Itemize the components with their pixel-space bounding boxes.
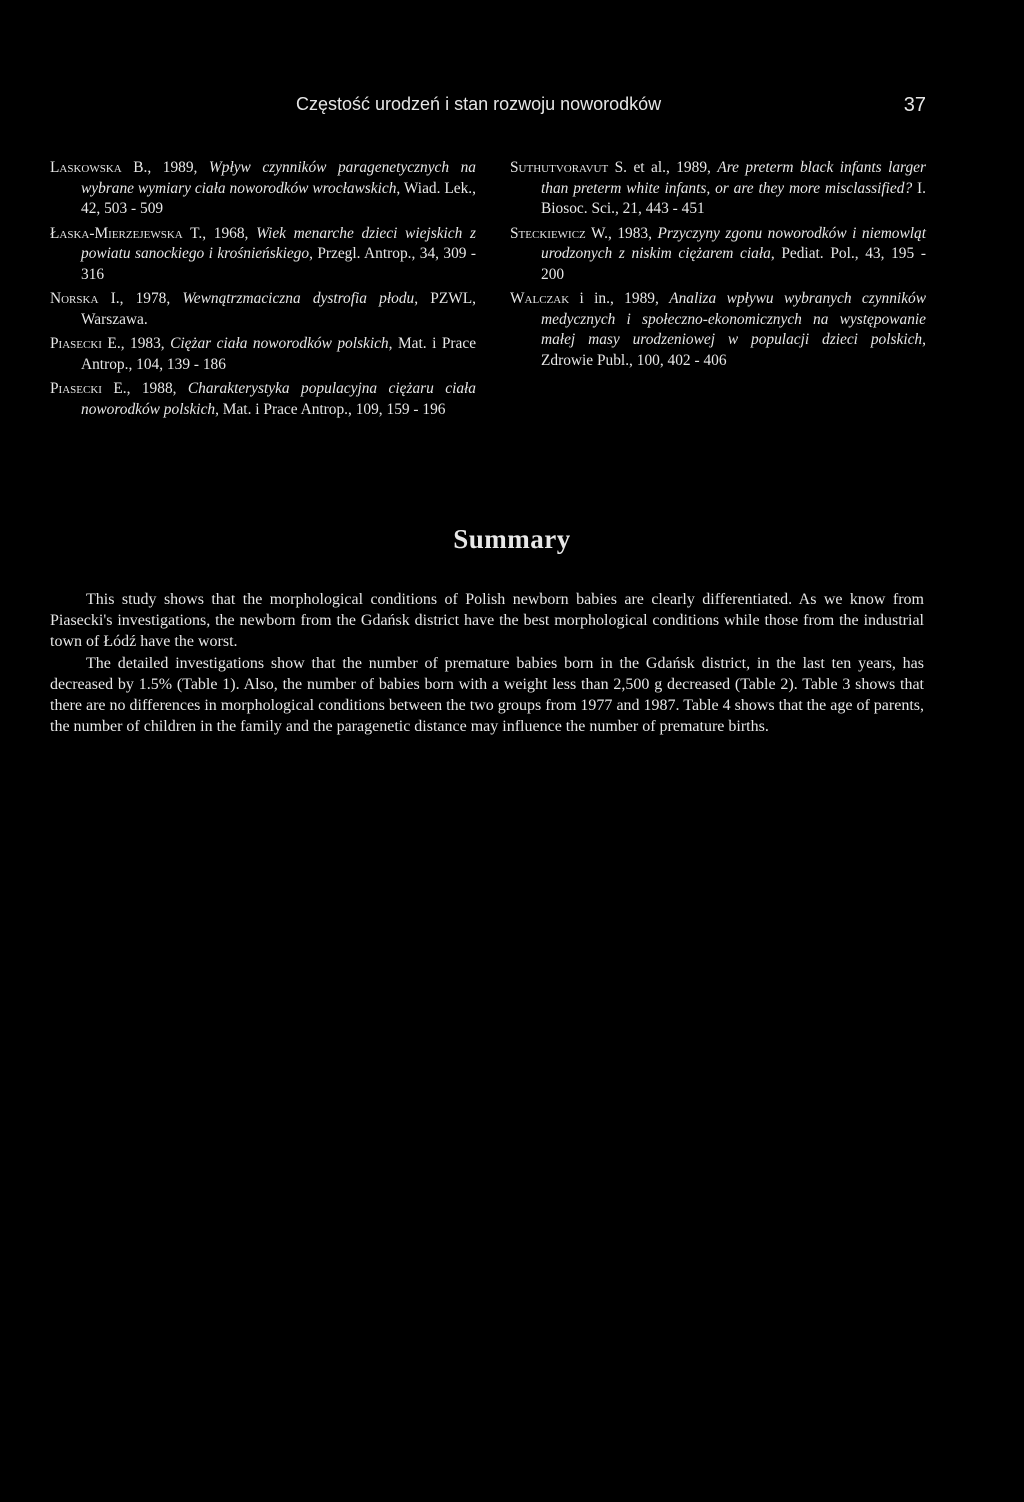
- reference-entry: [50, 379, 476, 420]
- reference-entry: [510, 158, 926, 220]
- reference-title: Wewnątrzmaciczna dystrofia płodu: [182, 290, 415, 307]
- reference-entry: [50, 224, 476, 286]
- reference-source: , PZWL, Warszawa.: [81, 290, 476, 328]
- reference-author: Piasecki E.: [50, 335, 121, 352]
- references-left-column: [50, 158, 476, 424]
- reference-author: Suthutvoravut S.: [510, 159, 628, 176]
- reference-source: , Mat. i Prace Antrop., 109, 159 - 196: [215, 400, 446, 418]
- reference-source: , Zdrowie Publ., 100, 402 - 406: [541, 331, 926, 369]
- reference-author: Łaska-Mierzejewska T.: [50, 224, 203, 242]
- reference-year: , 1983,: [120, 335, 171, 352]
- reference-source: , Mat. i Prace Antrop., 104, 139 - 186: [81, 335, 477, 373]
- reference-author: Norska I.: [50, 290, 120, 307]
- page-number: 37: [903, 94, 926, 116]
- reference-year: , 1989,: [147, 159, 209, 176]
- reference-year: , 1978,: [119, 290, 183, 307]
- reference-title: Przyczyny zgonu noworodków i niemowląt urodzonych z niskim ciężarem ciała: [541, 224, 927, 262]
- reference-source: , Przegl. Antrop., 34, 309 - 316: [81, 245, 477, 283]
- reference-author: Laskowska B.: [50, 159, 148, 176]
- reference-title: Wiek menarche dzieci wiejskich z powiatu sanockiego i krośnieńskiego: [81, 224, 476, 262]
- reference-year: et al., 1989,: [627, 159, 718, 176]
- running-head: [0, 94, 1024, 118]
- summary-paragraph: This study shows that the morphological conditions of Polish newborn babies are clearly differentiated. As we know from Piasecki's investigations, the newborn from the Gdańsk district have the best morphological conditions while those from the industrial town of Łódź have the worst.: [50, 591, 924, 651]
- references-right-column: [510, 158, 926, 375]
- reference-author: Steckiewicz W.: [510, 224, 608, 242]
- reference-source: , Pediat. Pol., 43, 195 - 200: [541, 245, 926, 283]
- summary-paragraph: The detailed investigations show that the number of premature babies born in the Gdańsk district, in the last ten years, has decreased by 1.5% (Table 1). Also, the number of babies born with a weight less than 2,500 g decreased (Table 2). Table 3 shows that there are no differences in morphological conditions between the two groups from 1977 and 1987. Table 4 shows that the age of parents, the number of children in the family and the paragenetic distance may influence the number of premature births.: [50, 654, 924, 736]
- reference-year: , 1983,: [607, 224, 658, 242]
- reference-title: Analiza wpływu wybranych czynników medycznych i społeczno-ekonomicznych na występowanie małej masy urodzeniowej w populacji dzieci polskich: [541, 290, 926, 348]
- reference-entry: [50, 334, 476, 375]
- reference-author: Piasecki E.: [50, 380, 127, 397]
- reference-author: Walczak: [510, 290, 570, 307]
- reference-entry: [50, 289, 476, 330]
- reference-entry: [510, 289, 926, 371]
- reference-year: , 1988,: [126, 380, 188, 397]
- reference-title: Ciężar ciała noworodków polskich: [170, 335, 389, 352]
- reference-title: Charakterystyka populacyjna ciężaru ciała noworodków polskich: [81, 380, 477, 418]
- reference-entry: [50, 158, 476, 220]
- summary-heading: Summary: [453, 524, 571, 554]
- reference-source: I. Biosoc. Sci., 21, 443 - 451: [541, 179, 926, 217]
- reference-year: , 1968,: [202, 224, 257, 242]
- reference-entry: [510, 224, 926, 286]
- summary-body: [50, 589, 924, 737]
- reference-source: , Wiad. Lek., 42, 503 - 509: [81, 179, 476, 217]
- reference-title: Are preterm black infants larger than preterm white infants, or are they more misclassified?: [541, 159, 926, 197]
- running-title: Częstość urodzeń i stan rozwoju noworodków: [296, 94, 662, 114]
- reference-year: i in., 1989,: [569, 290, 670, 307]
- reference-title: Wpływ czynników paragenetycznych na wybrane wymiary ciała noworodków wrocławskich: [81, 159, 477, 197]
